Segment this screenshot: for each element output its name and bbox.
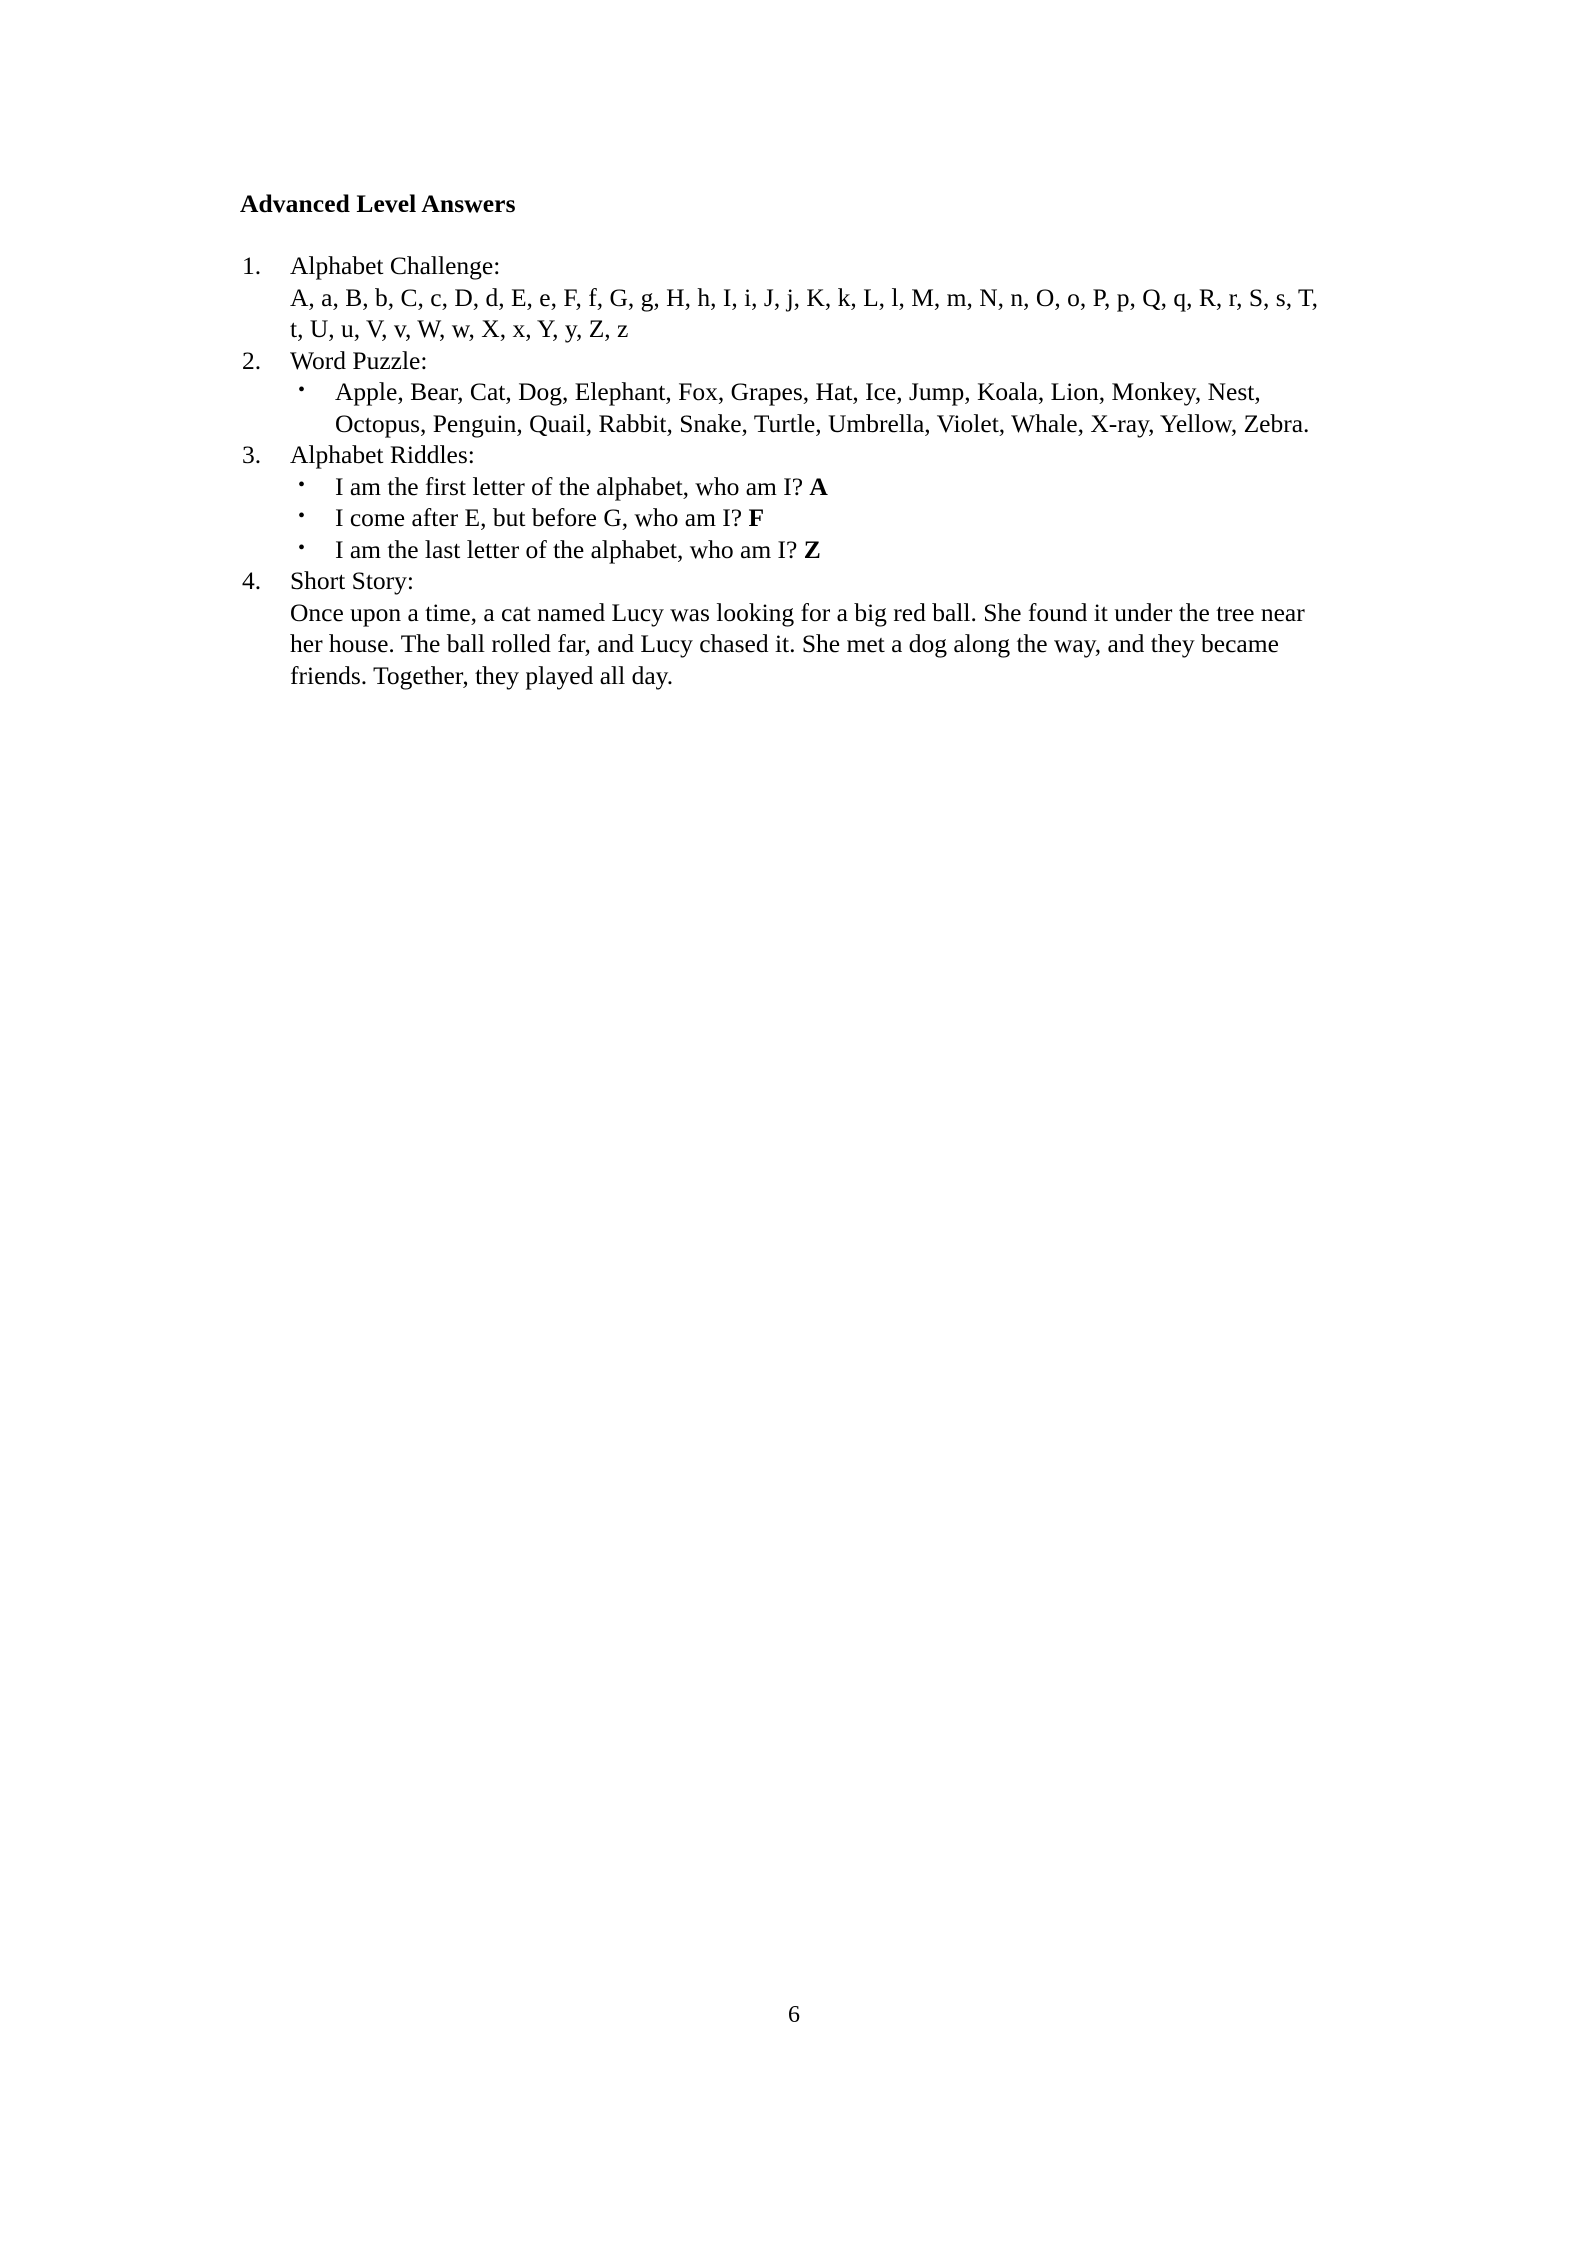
word-puzzle-bullets (290, 376, 1335, 439)
item-title-alphabet-challenge: Alphabet Challenge: (290, 251, 501, 280)
item-title-alphabet-riddles: Alphabet Riddles: (290, 440, 475, 469)
list-item (290, 502, 1335, 534)
riddle-answer: A (809, 471, 828, 501)
riddle-question: I am the first letter of the alphabet, who am I? (335, 471, 804, 501)
document-content (240, 188, 1335, 691)
riddle-question: I come after E, but before G, who am I? (335, 503, 743, 532)
riddles-bullets (290, 471, 1335, 566)
list-item: • Apple, Bear, Cat, Dog, Elephant, Fox, Grapes, Hat, Ice, Jump, Koala, Lion, Monkey, Nest, Octopus, Penguin, Quail, Rabbit, Snake, Turtle, Umbrella, Violet, Whale, X-ray, Yellow, Zebra. (290, 376, 1335, 439)
list-item (290, 471, 1335, 503)
item-title-word-puzzle: Word Puzzle: (290, 345, 428, 375)
list-item-alphabet-challenge (240, 250, 1335, 345)
riddle-answer: Z (803, 534, 821, 564)
list-item-short-story (240, 565, 1335, 691)
item-title-short-story: Short Story: (290, 566, 414, 595)
list-item-word-puzzle (240, 345, 1335, 440)
answers-list (240, 250, 1335, 691)
page-title: Advanced Level Answers (240, 189, 516, 218)
list-item-alphabet-riddles (240, 439, 1335, 565)
riddle-answer: F (748, 503, 765, 532)
riddle-question: I am the last letter of the alphabet, who am I? (335, 534, 798, 564)
item-body-alphabet-challenge: A, a, B, b, C, c, D, d, E, e, F, f, G, g, H, h, I, i, J, j, K, k, L, l, M, m, N, n, O, o, P, p, Q, q, R, r, S, s, T, t, U, u, V, v, W, w, X, x, Y, y, Z, z (290, 282, 1319, 343)
list-item (290, 534, 1335, 566)
page-number: 6 (788, 2002, 800, 2028)
item-body-short-story: Once upon a time, a cat named Lucy was looking for a big red ball. She found it under the tree near her house. The ball rolled far, and Lucy chased it. She met a dog along the way, and they became friends. Together, they played all day. (290, 597, 1305, 690)
